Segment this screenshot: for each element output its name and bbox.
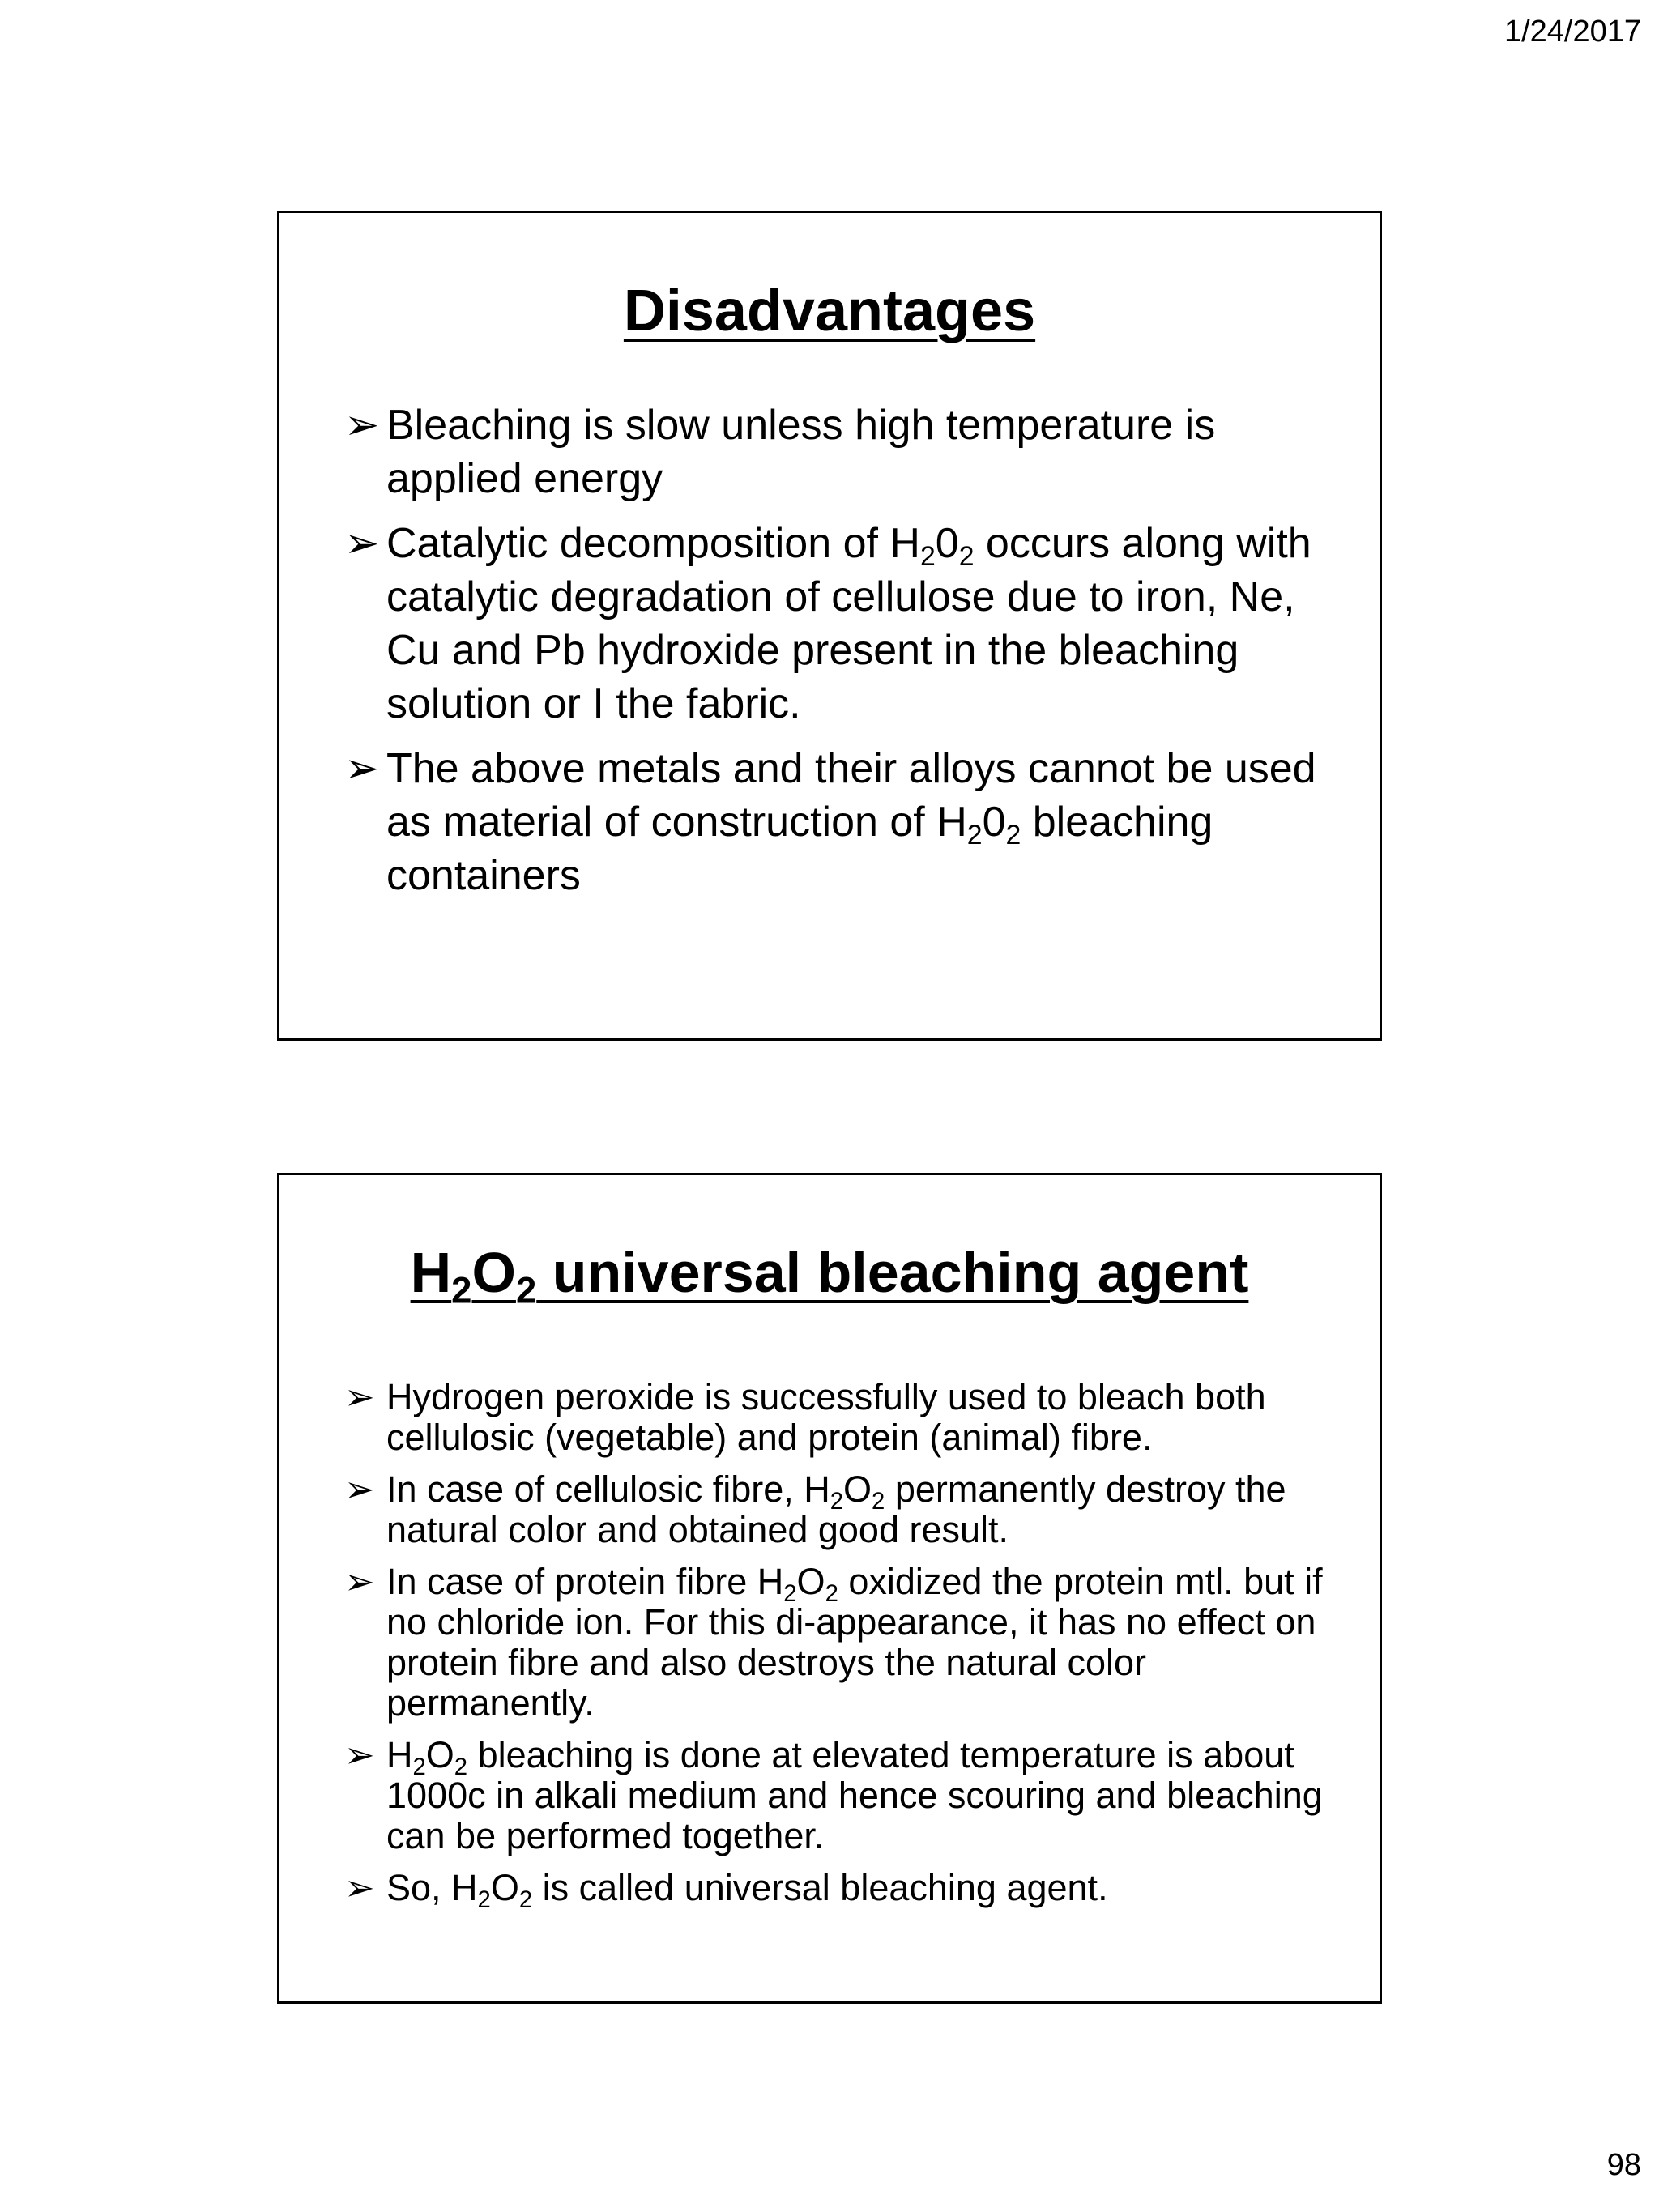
- arrowhead-bullet-icon: ➢: [344, 1468, 375, 1510]
- text-run: is called universal bleaching agent.: [532, 1867, 1108, 1908]
- text-run: permanently destroy the natural color and obtained good result.: [386, 1468, 1286, 1550]
- bullet-item: [344, 1377, 1331, 1458]
- bullet-item: [344, 399, 1331, 505]
- page-number: 98: [1606, 2148, 1641, 2182]
- subscript: 2: [825, 1580, 838, 1607]
- bullet-item: [344, 1562, 1331, 1724]
- bullet-text: [386, 1469, 1331, 1550]
- bullet-text: [386, 1562, 1331, 1724]
- arrowhead-bullet-icon: ➢: [344, 1561, 375, 1602]
- text-run: Hydrogen peroxide is successfully used to bleach both cellulosic (vegetable) and protein (animal) fibre.: [386, 1376, 1266, 1458]
- slide-h2o2-universal-agent: [277, 1173, 1382, 2004]
- page-date: 1/24/2017: [1503, 15, 1641, 49]
- text-run: Catalytic decomposition of H: [386, 520, 920, 568]
- subscript: 2: [919, 541, 936, 573]
- arrowhead-bullet-icon: ➢: [344, 1376, 375, 1417]
- subscript: 2: [958, 541, 975, 573]
- slide-title: [279, 1175, 1380, 1311]
- text-run: H: [386, 1734, 413, 1775]
- text-run: O: [471, 1241, 516, 1304]
- subscript: 2: [451, 1269, 472, 1311]
- text-run: 0: [982, 799, 1006, 846]
- bullet-text: [386, 517, 1331, 731]
- bullet-item: [344, 1867, 1331, 1913]
- bullet-text: [386, 1377, 1331, 1458]
- arrowhead-bullet-icon: ➢: [344, 520, 380, 568]
- slide-disadvantages: [277, 211, 1382, 1041]
- subscript: 2: [830, 1488, 844, 1515]
- arrowhead-bullet-icon: ➢: [344, 1867, 375, 1908]
- text-run: O: [425, 1734, 454, 1775]
- text-run: O: [796, 1561, 825, 1602]
- bullet-text: [386, 1867, 1331, 1913]
- bullet-text: [386, 742, 1331, 902]
- bullet-item: [344, 742, 1331, 902]
- arrowhead-bullet-icon: ➢: [344, 402, 380, 450]
- bullet-text: [386, 1735, 1331, 1856]
- bullet-list: [279, 1376, 1380, 1913]
- text-run: O: [490, 1867, 519, 1908]
- text-run: occurs along with catalytic degradation of cellulose due to iron, Ne, Cu and Pb hydroxide present in the bleaching solution or I the fabric.: [386, 520, 1311, 728]
- subscript: 2: [966, 820, 983, 851]
- bullet-item: [344, 1735, 1331, 1856]
- subscript: 2: [1005, 820, 1021, 851]
- bullet-text: [386, 399, 1331, 505]
- text-run: bleaching containers: [386, 799, 1213, 900]
- text-run: So, H: [386, 1867, 478, 1908]
- text-run: universal bleaching agent: [536, 1241, 1249, 1304]
- bullet-item: [344, 517, 1331, 731]
- subscript: 2: [518, 1886, 533, 1913]
- arrowhead-bullet-icon: ➢: [344, 745, 380, 793]
- subscript: 2: [454, 1754, 468, 1780]
- text-run: bleaching is done at elevated temperature is about 1000c in alkali medium and hence scouring and bleaching can be performed together.: [386, 1734, 1323, 1856]
- text-run: O: [843, 1468, 872, 1510]
- subscript: 2: [515, 1269, 537, 1311]
- subscript: 2: [783, 1580, 797, 1607]
- subscript: 2: [412, 1754, 426, 1780]
- text-run: H: [410, 1241, 452, 1304]
- text-run: In case of protein fibre H: [386, 1561, 784, 1602]
- bullet-list: [279, 399, 1380, 902]
- slide-title: Disadvantages: [623, 279, 1036, 343]
- text-run: 0: [935, 520, 959, 568]
- subscript: 2: [477, 1886, 491, 1913]
- text-run: Bleaching is slow unless high temperature is applied energy: [386, 402, 1216, 503]
- text-run: oxidized the protein mtl. but if no chloride ion. For this di-appearance, it has no effect on protein fibre and also destroys the natural color permanently.: [386, 1561, 1323, 1724]
- text-run: In case of cellulosic fibre, H: [386, 1468, 830, 1510]
- bullet-item: [344, 1469, 1331, 1550]
- arrowhead-bullet-icon: ➢: [344, 1734, 375, 1775]
- text-run: The above metals and their alloys cannot be used as material of construction of H: [386, 745, 1316, 846]
- subscript: 2: [872, 1488, 885, 1515]
